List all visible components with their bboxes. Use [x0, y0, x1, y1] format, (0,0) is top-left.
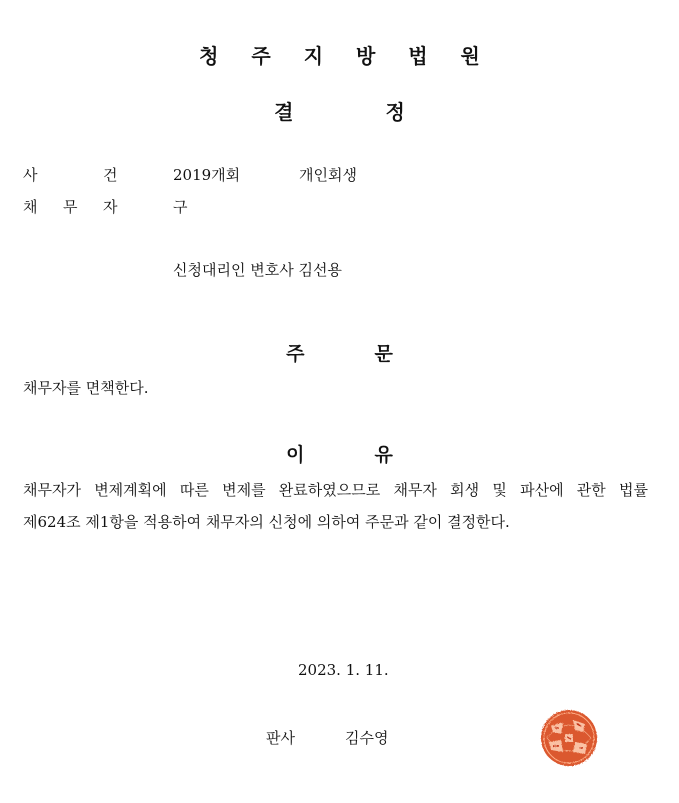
case-label [23, 164, 38, 185]
order-text: 채무자를 면책한다. [23, 379, 149, 397]
debtor-label-char-1: 채 [23, 198, 38, 216]
case-number: 2019개회 [173, 166, 241, 184]
reason-heading-right: 유 [374, 444, 393, 466]
judge-name: 김수영 [345, 729, 389, 747]
reason-line-1: 채무자가 변제계획에 따른 변제를 완료하였으므로 채무자 회생 및 파산에 관한 법률 [23, 481, 648, 499]
reason-heading-left: 이 [286, 444, 305, 466]
court-seal-icon [539, 708, 599, 768]
case-label-char-2: 건 [103, 166, 118, 184]
reason-line-2: 제624조 제1항을 적용하여 채무자의 신청에 의하여 주문과 같이 결정한다. [23, 513, 510, 531]
order-heading-right: 문 [374, 343, 393, 365]
reason-heading [0, 440, 679, 467]
document-type-right: 정 [385, 100, 405, 124]
applicant-agent: 신청대리인 변호사 김선용 [173, 261, 342, 279]
judge-title: 판사 [266, 729, 295, 747]
debtor-label-char-3: 자 [103, 198, 118, 216]
order-heading [0, 339, 679, 366]
case-label-2 [103, 164, 118, 185]
case-label-char-1: 사 [23, 166, 38, 184]
document-type-left: 결 [274, 100, 294, 124]
decision-date: 2023. 1. 11. [298, 661, 389, 679]
document-type [0, 96, 679, 125]
court-name: 청 주 지 방 법 원 [199, 44, 493, 68]
case-type: 개인회생 [299, 166, 357, 184]
debtor-name: 구 [173, 198, 188, 216]
debtor-label-char-2: 무 [63, 198, 78, 216]
order-heading-left: 주 [286, 343, 305, 365]
